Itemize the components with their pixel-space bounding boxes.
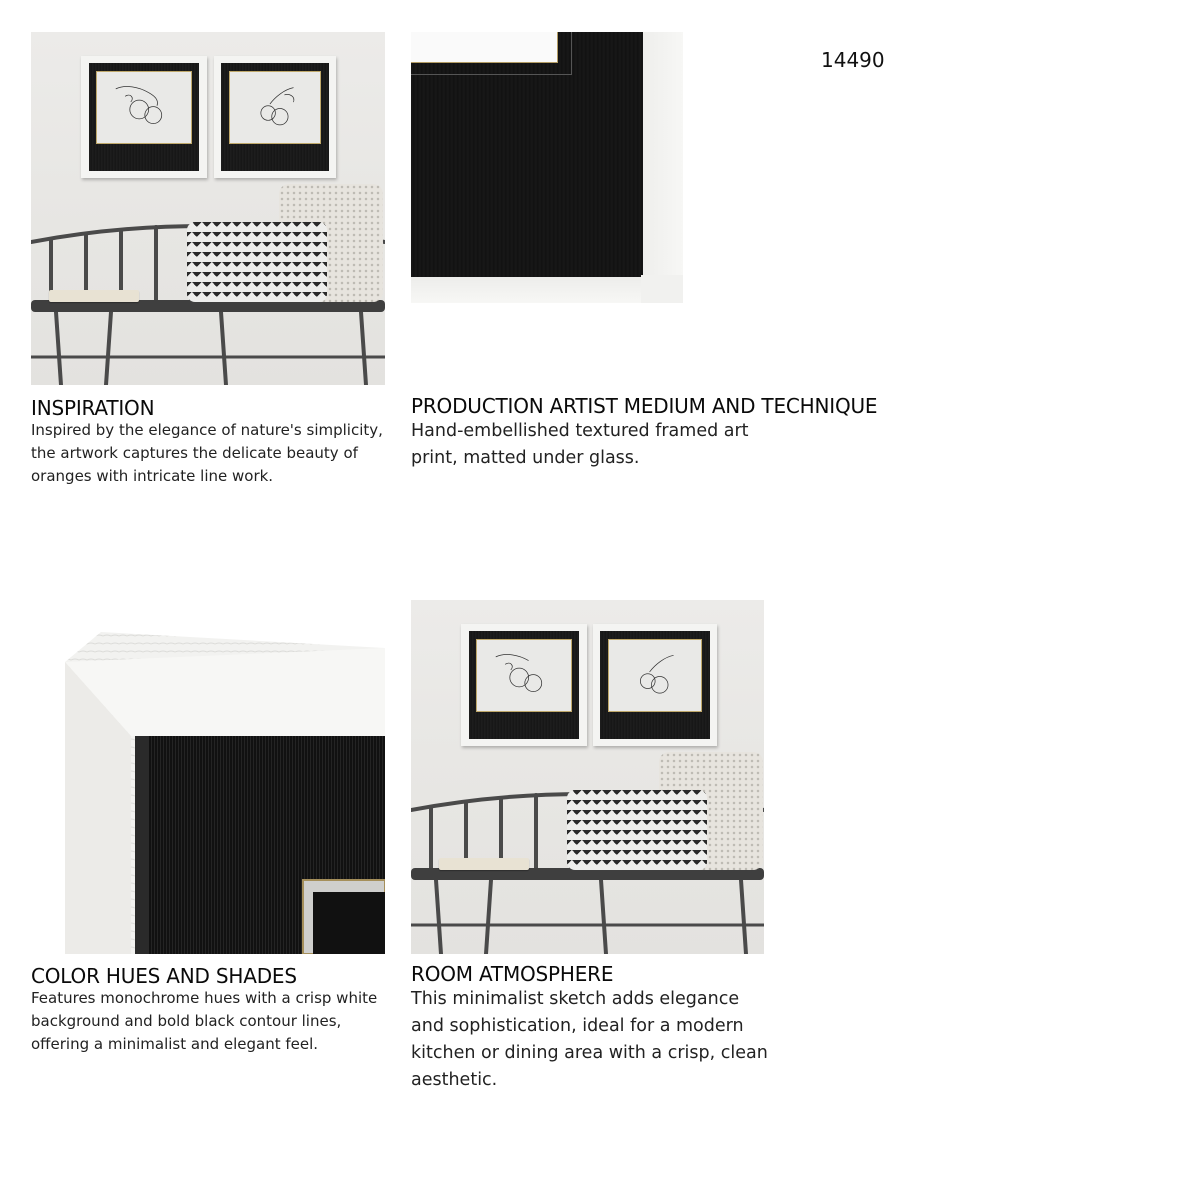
open-book xyxy=(49,290,139,302)
pillow-triangle-pattern xyxy=(567,790,707,870)
framed-print-right xyxy=(214,56,336,178)
room-scene-photo-2 xyxy=(411,600,764,954)
open-book xyxy=(439,858,529,870)
framed-print-left xyxy=(81,56,207,178)
color-heading: COLOR HUES AND SHADES xyxy=(31,964,297,988)
production-text: Hand-embellished textured framed art print, matted under glass. xyxy=(411,421,749,468)
frame-closeup-photo-2 xyxy=(31,600,385,954)
frame-closeup-photo-1 xyxy=(411,32,683,303)
framed-print-left xyxy=(461,624,587,746)
product-sku: 14490 xyxy=(821,48,885,72)
inspiration-heading: INSPIRATION xyxy=(31,396,155,420)
color-text: Features monochrome hues with a crisp white background and bold black contour lines, offering a minimalist and elegant feel. xyxy=(31,989,378,1053)
inspiration-text: Inspired by the elegance of nature's simplicity, the artwork captures the delicate beauty of oranges with intricate line work. xyxy=(31,421,383,485)
room-atmosphere-text: This minimalist sketch adds elegance and sophistication, ideal for a modern kitchen or dining area with a crisp, clean aesthetic. xyxy=(411,989,768,1090)
room-scene-photo-1 xyxy=(31,32,385,385)
room-atmosphere-heading: ROOM ATMOSPHERE xyxy=(411,962,614,986)
pillow-triangle-pattern xyxy=(187,222,327,302)
framed-print-right xyxy=(593,624,717,746)
production-heading: PRODUCTION ARTIST MEDIUM AND TECHNIQUE xyxy=(411,394,878,418)
